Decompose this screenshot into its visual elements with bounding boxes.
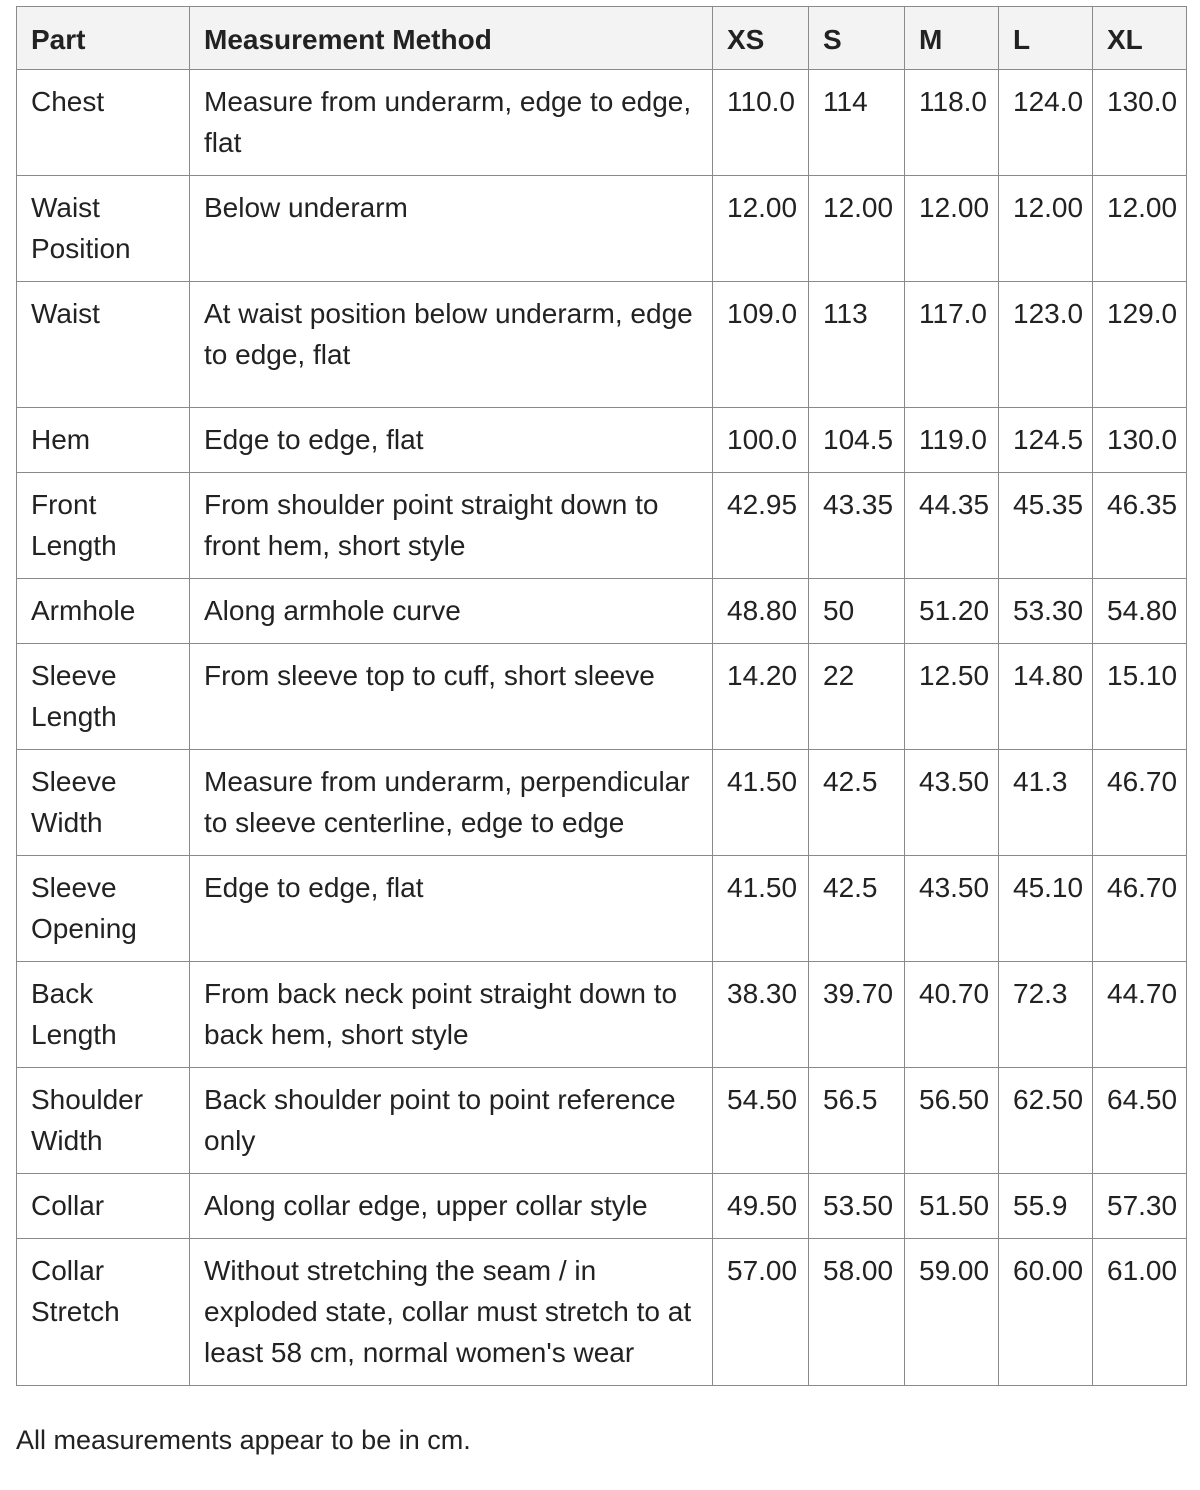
value-cell: 12.50 [905,644,999,750]
method-cell: From shoulder point straight down to front hem, short style [190,473,713,579]
header-row [17,7,1187,70]
value-cell: 40.70 [905,962,999,1068]
value-cell: 44.70 [1093,962,1187,1068]
method-cell: Along collar edge, upper collar style [190,1174,713,1239]
value-cell: 113 [809,282,905,408]
table-row [17,176,1187,282]
value-cell: 15.10 [1093,644,1187,750]
value-cell: 12.00 [713,176,809,282]
value-cell: 57.00 [713,1239,809,1386]
table-body [17,70,1187,1386]
value-cell: 41.50 [713,750,809,856]
value-cell: 123.0 [999,282,1093,408]
header-size-xl: XL [1093,7,1187,70]
table-row [17,962,1187,1068]
part-cell: Sleeve Length [17,644,190,750]
value-cell: 60.00 [999,1239,1093,1386]
method-cell: Edge to edge, flat [190,856,713,962]
table-row [17,70,1187,176]
value-cell: 130.0 [1093,70,1187,176]
value-cell: 12.00 [999,176,1093,282]
value-cell: 56.50 [905,1068,999,1174]
table-row [17,473,1187,579]
value-cell: 14.80 [999,644,1093,750]
value-cell: 46.70 [1093,856,1187,962]
value-cell: 117.0 [905,282,999,408]
part-cell: Collar Stretch [17,1239,190,1386]
value-cell: 51.20 [905,579,999,644]
method-cell: From sleeve top to cuff, short sleeve [190,644,713,750]
method-cell: From back neck point straight down to back hem, short style [190,962,713,1068]
value-cell: 41.3 [999,750,1093,856]
value-cell: 12.00 [905,176,999,282]
value-cell: 53.30 [999,579,1093,644]
value-cell: 100.0 [713,408,809,473]
header-size-m: M [905,7,999,70]
table-row [17,579,1187,644]
value-cell: 44.35 [905,473,999,579]
value-cell: 54.50 [713,1068,809,1174]
value-cell: 129.0 [1093,282,1187,408]
value-cell: 124.5 [999,408,1093,473]
value-cell: 42.5 [809,856,905,962]
value-cell: 53.50 [809,1174,905,1239]
value-cell: 22 [809,644,905,750]
value-cell: 50 [809,579,905,644]
method-cell: Along armhole curve [190,579,713,644]
table-row [17,1174,1187,1239]
value-cell: 46.70 [1093,750,1187,856]
value-cell: 72.3 [999,962,1093,1068]
units-note: All measurements appear to be in cm. [16,1425,471,1455]
value-cell: 38.30 [713,962,809,1068]
table-row [17,408,1187,473]
header-size-s: S [809,7,905,70]
value-cell: 42.95 [713,473,809,579]
table-row [17,1239,1187,1386]
header-part: Part [17,7,190,70]
value-cell: 45.35 [999,473,1093,579]
value-cell: 62.50 [999,1068,1093,1174]
part-cell: Chest [17,70,190,176]
value-cell: 48.80 [713,579,809,644]
part-cell: Sleeve Width [17,750,190,856]
value-cell: 43.35 [809,473,905,579]
value-cell: 57.30 [1093,1174,1187,1239]
value-cell: 118.0 [905,70,999,176]
table-row [17,750,1187,856]
table-row [17,1068,1187,1174]
value-cell: 42.5 [809,750,905,856]
value-cell: 55.9 [999,1174,1093,1239]
size-chart [16,6,1186,1386]
part-cell: Waist Position [17,176,190,282]
method-cell: Below underarm [190,176,713,282]
part-cell: Hem [17,408,190,473]
part-cell: Front Length [17,473,190,579]
value-cell: 58.00 [809,1239,905,1386]
table-row [17,282,1187,408]
part-cell: Collar [17,1174,190,1239]
header-method: Measurement Method [190,7,713,70]
table-row [17,856,1187,962]
value-cell: 39.70 [809,962,905,1068]
method-cell: Measure from underarm, edge to edge, flat [190,70,713,176]
value-cell: 59.00 [905,1239,999,1386]
method-cell: Back shoulder point to point reference only [190,1068,713,1174]
value-cell: 124.0 [999,70,1093,176]
value-cell: 104.5 [809,408,905,473]
measurement-table [16,6,1187,1386]
value-cell: 130.0 [1093,408,1187,473]
value-cell: 61.00 [1093,1239,1187,1386]
part-cell: Sleeve Opening [17,856,190,962]
value-cell: 14.20 [713,644,809,750]
part-cell: Armhole [17,579,190,644]
value-cell: 56.5 [809,1068,905,1174]
header-size-l: L [999,7,1093,70]
value-cell: 12.00 [809,176,905,282]
value-cell: 119.0 [905,408,999,473]
part-cell: Shoulder Width [17,1068,190,1174]
value-cell: 41.50 [713,856,809,962]
method-cell: Edge to edge, flat [190,408,713,473]
method-cell: Measure from underarm, perpendicular to sleeve centerline, edge to edge [190,750,713,856]
table-row [17,644,1187,750]
part-cell: Waist [17,282,190,408]
header-size-xs: XS [713,7,809,70]
value-cell: 45.10 [999,856,1093,962]
value-cell: 64.50 [1093,1068,1187,1174]
value-cell: 46.35 [1093,473,1187,579]
value-cell: 43.50 [905,750,999,856]
value-cell: 109.0 [713,282,809,408]
value-cell: 114 [809,70,905,176]
value-cell: 51.50 [905,1174,999,1239]
value-cell: 110.0 [713,70,809,176]
part-cell: Back Length [17,962,190,1068]
method-cell: At waist position below underarm, edge to edge, flat [190,282,713,408]
value-cell: 12.00 [1093,176,1187,282]
method-cell: Without stretching the seam / in exploded state, collar must stretch to at least 58 cm, normal women's wear [190,1239,713,1386]
value-cell: 54.80 [1093,579,1187,644]
value-cell: 43.50 [905,856,999,962]
value-cell: 49.50 [713,1174,809,1239]
